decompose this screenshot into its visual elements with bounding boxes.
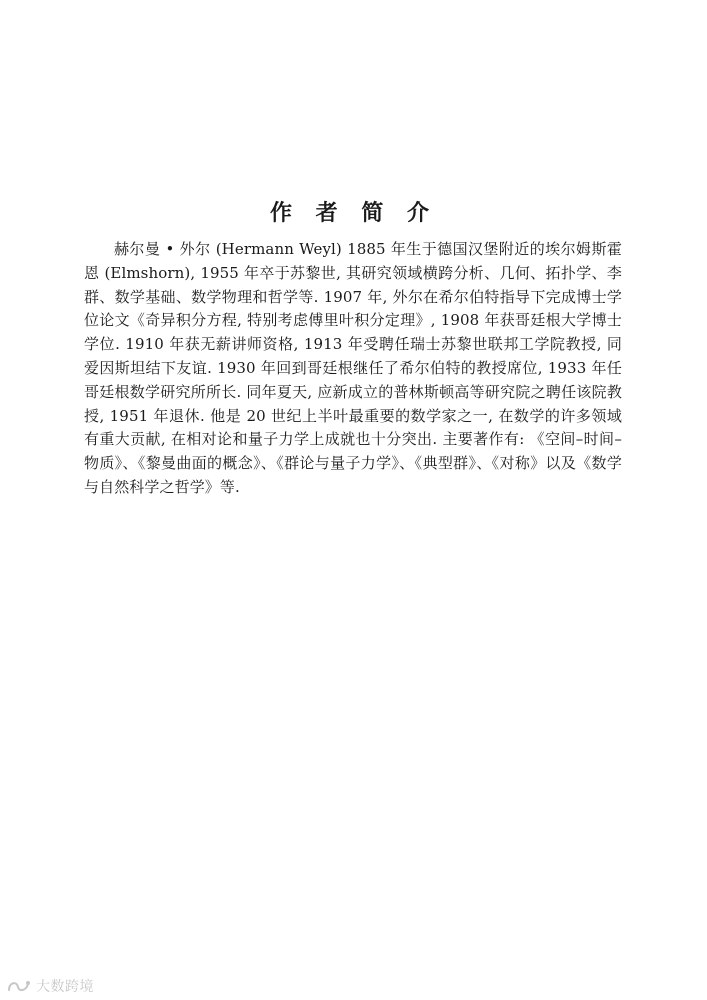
page-title: 作 者 简 介 bbox=[270, 201, 437, 226]
biography-paragraph: 赫尔曼 • 外尔 (Hermann Weyl) 1885 年生于德国汉堡附近的埃尔姆斯霍恩 (Elmshorn), 1955 年卒于苏黎世, 其研究领域横跨分析、几何、拓扑学、李群、数学基础、数学物理和哲学等. 1907 年, 外尔在希尔伯特指导下完成博士学位论文《奇异积分方程, 特别考虑傅里叶积分定理》, 1908 年获哥廷根大学博士学位. 1910 年获无薪讲师资格, 1913 年受聘任瑞士苏黎世联邦工学院教授, 同爱因斯坦结下友谊. 1930 年回到哥廷根继任了希尔伯特的教授席位, 1933 年任哥廷根数学研究所所长. 同年夏天, 应新成立的普林斯顿高等研究院之聘任该院教授, 1951 年退休. 他是 20 世纪上半叶最重要的数学家之一, 在数学的许多领域有重大贡献, 在相对论和量子力学上成就也十分突出. 主要著作有: 《空间–时间–物质》、《黎曼曲面的概念》、《群论与量子力学》、《典型群》、《对称》以及《数学与自然科学之哲学》等. bbox=[84, 240, 622, 496]
watermark bbox=[6, 976, 94, 996]
watermark-text: 大数跨境 bbox=[36, 979, 94, 995]
watermark-logo-icon bbox=[6, 978, 32, 994]
